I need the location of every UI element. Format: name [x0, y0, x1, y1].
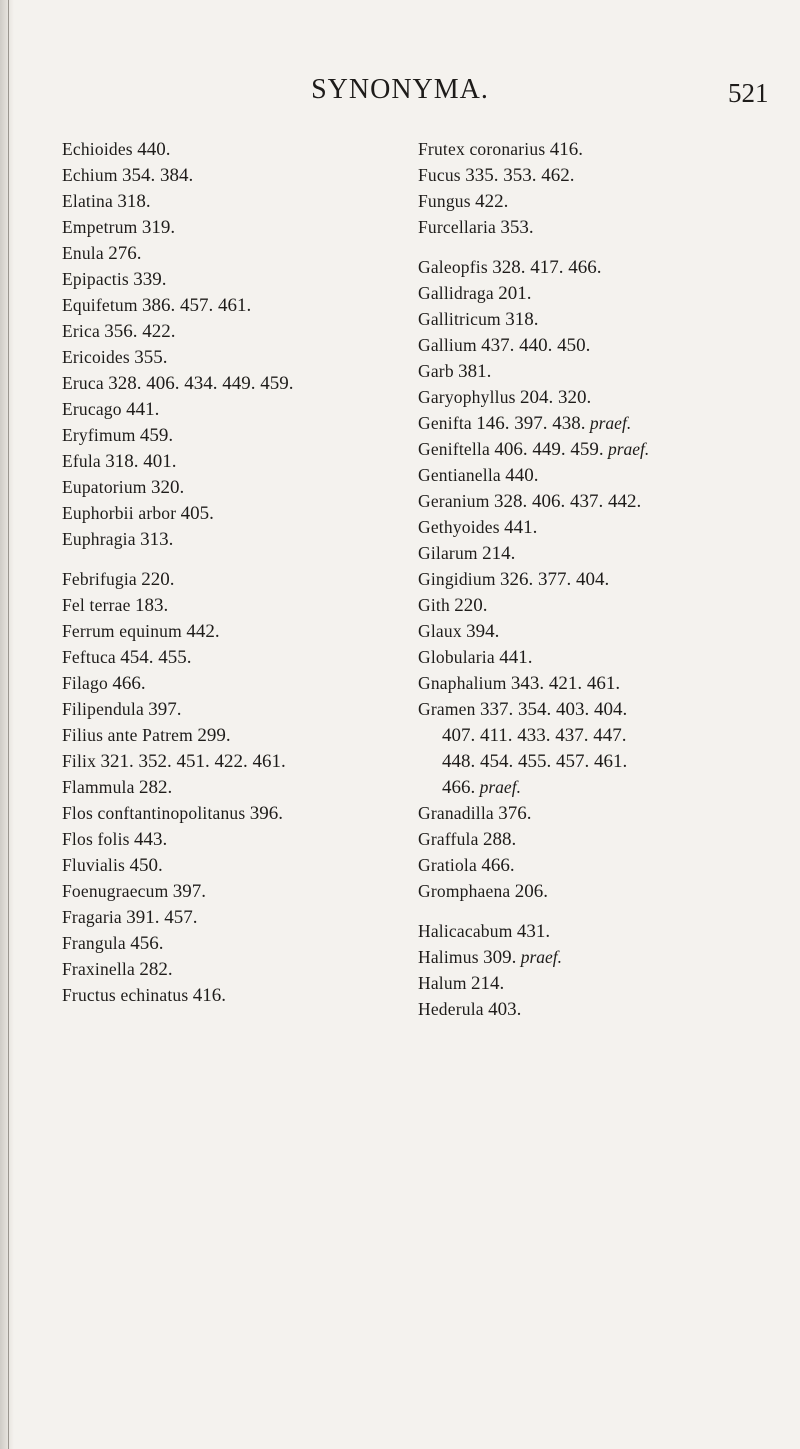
- entry-term: Gallitricum: [418, 309, 501, 329]
- index-entry: [62, 136, 412, 162]
- entry-term: Halum: [418, 973, 467, 993]
- index-entry: [418, 214, 768, 240]
- entry-page-refs: 326. 377. 404.: [500, 569, 610, 590]
- entry-page-refs: 319.: [141, 217, 176, 238]
- entry-page-refs: 320.: [151, 477, 185, 498]
- entry-term: Efula: [62, 451, 101, 471]
- entry-page-refs: 354. 384.: [122, 165, 194, 186]
- entry-term: Febrifugia: [62, 569, 137, 589]
- entry-term: Equifetum: [62, 295, 138, 315]
- entry-page-refs: 422.: [475, 191, 509, 212]
- index-entry: [62, 500, 412, 526]
- entry-term: Gallium: [418, 335, 477, 355]
- entry-page-refs: 407. 411. 433. 437. 447.: [442, 725, 627, 746]
- entry-page-refs: 206.: [514, 881, 549, 902]
- index-entry: [62, 448, 412, 474]
- entry-page-refs: 397.: [148, 699, 182, 720]
- entry-term: Fraxinella: [62, 959, 135, 979]
- index-entry: [62, 526, 412, 552]
- entry-page-refs: 454. 455.: [120, 647, 192, 668]
- index-entry: [418, 254, 768, 280]
- running-title: SYNONYMA.: [311, 74, 489, 105]
- index-entry: [418, 188, 768, 214]
- entry-page-refs: 394.: [466, 621, 500, 642]
- index-entry: [418, 592, 768, 618]
- index-entry: [418, 970, 768, 996]
- index-entry: [418, 800, 768, 826]
- index-entry-continuation: [418, 748, 768, 774]
- entry-term: Fructus echinatus: [62, 985, 189, 1005]
- entry-page-refs: 220.: [141, 569, 175, 590]
- entry-note: praef.: [607, 439, 650, 459]
- entry-term: Gingidium: [418, 569, 496, 589]
- index-entry: [418, 436, 768, 462]
- entry-term: Globularia: [418, 647, 495, 667]
- index-entry: [62, 696, 412, 722]
- entry-page-refs: 214.: [482, 543, 516, 564]
- entry-page-refs: 204. 320.: [520, 387, 592, 408]
- entry-term: Gentianella: [418, 465, 501, 485]
- entry-term: Feftuca: [62, 647, 116, 667]
- entry-page-refs: 356. 422.: [104, 321, 176, 342]
- entry-page-refs: 355.: [134, 347, 168, 368]
- entry-page-refs: 443.: [134, 829, 168, 850]
- index-entry: [418, 618, 768, 644]
- index-entry: [418, 306, 768, 332]
- entry-term: Gramen: [418, 699, 476, 719]
- entry-term: Filix: [62, 751, 97, 771]
- entry-page-refs: 328. 417. 466.: [492, 257, 602, 278]
- index-entry: [62, 162, 412, 188]
- entry-page-refs: 337. 354. 403. 404.: [479, 699, 628, 720]
- entry-page-refs: 376.: [498, 803, 532, 824]
- entry-page-refs: 396.: [249, 803, 284, 824]
- entry-term: Garyophyllus: [418, 387, 516, 407]
- index-entry: [62, 878, 412, 904]
- entry-term: Enula: [62, 243, 104, 263]
- entry-page-refs: 456.: [130, 933, 164, 954]
- entry-term: Glaux: [418, 621, 462, 641]
- entry-term: Epipactis: [62, 269, 129, 289]
- entry-page-refs: 431.: [516, 921, 551, 942]
- entry-term: Gnaphalium: [418, 673, 507, 693]
- entry-page-refs: 466.: [481, 855, 515, 876]
- entry-page-refs: 288.: [482, 829, 517, 850]
- entry-page-refs: 386. 457. 461.: [142, 295, 252, 316]
- index-entry: [62, 266, 412, 292]
- index-entry: [418, 162, 768, 188]
- entry-page-refs: 442.: [186, 621, 220, 642]
- entry-term: Genifta: [418, 413, 472, 433]
- index-entry: [62, 774, 412, 800]
- index-entry: [62, 396, 412, 422]
- entry-term: Garb: [418, 361, 454, 381]
- entry-page-refs: 450.: [129, 855, 163, 876]
- entry-page-refs: 318.: [505, 309, 539, 330]
- index-entry: [418, 488, 768, 514]
- entry-term: Euphorbii arbor: [62, 503, 177, 523]
- entry-page-refs: 282.: [138, 777, 173, 798]
- entry-term: Flos conftantinopolitanus: [62, 803, 246, 823]
- entry-page-refs: 335. 353. 462.: [465, 165, 575, 186]
- index-entry: [62, 344, 412, 370]
- entry-term: Gallidraga: [418, 283, 494, 303]
- index-entry: [418, 944, 768, 970]
- entry-page-refs: 441.: [126, 399, 160, 420]
- entry-term: Flos folis: [62, 829, 130, 849]
- index-entry: [62, 670, 412, 696]
- index-column-left: [62, 136, 412, 1008]
- index-entry: [418, 670, 768, 696]
- page-header: [0, 74, 800, 114]
- entry-term: Elatina: [62, 191, 113, 211]
- entry-term: Flammula: [62, 777, 135, 797]
- index-entry: [62, 800, 412, 826]
- entry-note: praef.: [520, 947, 563, 967]
- entry-page-refs: 309.: [483, 947, 517, 968]
- entry-term: Eupatorium: [62, 477, 147, 497]
- index-entry: [418, 358, 768, 384]
- index-entry: [62, 722, 412, 748]
- index-entry: [418, 540, 768, 566]
- index-entry: [418, 136, 768, 162]
- entry-page-refs: 339.: [133, 269, 167, 290]
- index-entry: [62, 592, 412, 618]
- entry-page-refs: 381.: [458, 361, 492, 382]
- index-entry: [62, 982, 412, 1008]
- index-entry: [62, 474, 412, 500]
- index-entry-continuation: [418, 774, 768, 800]
- entry-page-refs: 403.: [488, 999, 522, 1020]
- binding-edge: [8, 0, 9, 1449]
- entry-page-refs: 328. 406. 437. 442.: [493, 491, 642, 512]
- entry-page-refs: 343. 421. 461.: [510, 673, 621, 694]
- entry-term: Geranium: [418, 491, 490, 511]
- entry-page-refs: 276.: [108, 243, 142, 264]
- index-entry: [62, 370, 412, 396]
- index-entry: [418, 852, 768, 878]
- entry-term: Foenugraecum: [62, 881, 169, 901]
- entry-term: Geniftella: [418, 439, 490, 459]
- entry-term: Filago: [62, 673, 108, 693]
- entry-term: Echioides: [62, 139, 133, 159]
- index-entry: [418, 918, 768, 944]
- entry-term: Eryfimum: [62, 425, 136, 445]
- entry-term: Gith: [418, 595, 450, 615]
- index-entry: [62, 644, 412, 670]
- entry-page-refs: 313.: [140, 529, 174, 550]
- entry-page-refs: 201.: [498, 283, 532, 304]
- entry-term: Galeopfis: [418, 257, 488, 277]
- index-entry: [418, 996, 768, 1022]
- index-entry: [418, 514, 768, 540]
- entry-term: Ferrum equinum: [62, 621, 182, 641]
- entry-note: praef.: [589, 413, 632, 433]
- entry-term: Empetrum: [62, 217, 138, 237]
- entry-term: Gethyoides: [418, 517, 500, 537]
- entry-page-refs: 321. 352. 451. 422. 461.: [100, 751, 286, 772]
- entry-term: Fragaria: [62, 907, 122, 927]
- entry-term: Fluvialis: [62, 855, 126, 875]
- index-entry: [418, 280, 768, 306]
- entry-term: Graffula: [418, 829, 479, 849]
- entry-term: Halicacabum: [418, 921, 513, 941]
- entry-term: Erucago: [62, 399, 122, 419]
- index-entry: [62, 292, 412, 318]
- entry-term: Erica: [62, 321, 100, 341]
- index-entry-continuation: [418, 722, 768, 748]
- entry-term: Fungus: [418, 191, 471, 211]
- binding-gutter: [0, 0, 14, 1449]
- index-entry: [418, 644, 768, 670]
- index-entry: [62, 240, 412, 266]
- entry-term: Echium: [62, 165, 118, 185]
- index-entry: [418, 462, 768, 488]
- entry-term: Frutex coronarius: [418, 139, 546, 159]
- index-entry: [418, 566, 768, 592]
- entry-term: Gilarum: [418, 543, 478, 563]
- entry-page-refs: 299.: [197, 725, 231, 746]
- entry-page-refs: 397.: [172, 881, 207, 902]
- entry-term: Filipendula: [62, 699, 144, 719]
- index-entry: [62, 618, 412, 644]
- entry-page-refs: 441.: [504, 517, 538, 538]
- entry-term: Hederula: [418, 999, 484, 1019]
- entry-page-refs: 416.: [549, 139, 583, 160]
- page-number: 521: [728, 78, 769, 108]
- entry-page-refs: 405.: [180, 503, 214, 524]
- index-entry: [62, 930, 412, 956]
- entry-page-refs: 282.: [139, 959, 173, 980]
- entry-page-refs: 459.: [139, 425, 174, 446]
- index-entry: [62, 422, 412, 448]
- entry-page-refs: 416.: [192, 985, 226, 1006]
- index-entry: [62, 852, 412, 878]
- index-entry: [62, 318, 412, 344]
- index-entry: [418, 826, 768, 852]
- entry-page-refs: 406. 449. 459.: [494, 439, 604, 460]
- index-entry: [418, 878, 768, 904]
- entry-page-refs: 440.: [137, 139, 171, 160]
- index-entry: [62, 188, 412, 214]
- entry-page-refs: 440.: [505, 465, 539, 486]
- entry-page-refs: 466.: [442, 777, 476, 798]
- entry-page-refs: 220.: [454, 595, 488, 616]
- index-entry: [418, 332, 768, 358]
- index-entry: [62, 214, 412, 240]
- entry-page-refs: 214.: [471, 973, 505, 994]
- entry-note: praef.: [479, 777, 521, 797]
- entry-term: Ericoides: [62, 347, 130, 367]
- entry-page-refs: 183.: [134, 595, 169, 616]
- entry-term: Fucus: [418, 165, 461, 185]
- entry-term: Frangula: [62, 933, 126, 953]
- index-entry: [418, 696, 768, 722]
- entry-page-refs: 466.: [112, 673, 146, 694]
- index-entry: [62, 748, 412, 774]
- index-column-right: [418, 136, 768, 1022]
- entry-page-refs: 448. 454. 455. 457. 461.: [442, 751, 628, 772]
- index-entry: [62, 566, 412, 592]
- index-entry: [62, 826, 412, 852]
- entry-term: Halimus: [418, 947, 479, 967]
- entry-page-refs: 328. 406. 434. 449. 459.: [108, 373, 294, 394]
- index-entry: [418, 384, 768, 410]
- index-entry: [62, 956, 412, 982]
- entry-term: Eruca: [62, 373, 104, 393]
- entry-term: Gratiola: [418, 855, 477, 875]
- entry-page-refs: 318.: [117, 191, 151, 212]
- entry-term: Fel terrae: [62, 595, 131, 615]
- entry-page-refs: 391. 457.: [126, 907, 198, 928]
- entry-page-refs: 353.: [500, 217, 534, 238]
- entry-page-refs: 146. 397. 438.: [476, 413, 586, 434]
- index-entry: [62, 904, 412, 930]
- entry-term: Filius ante Patrem: [62, 725, 193, 745]
- index-entry: [418, 410, 768, 436]
- entry-term: Euphragia: [62, 529, 136, 549]
- entry-term: Gromphaena: [418, 881, 511, 901]
- entry-term: Granadilla: [418, 803, 494, 823]
- entry-page-refs: 441.: [499, 647, 533, 668]
- entry-term: Furcellaria: [418, 217, 496, 237]
- entry-page-refs: 318. 401.: [105, 451, 177, 472]
- entry-page-refs: 437. 440. 450.: [481, 335, 591, 356]
